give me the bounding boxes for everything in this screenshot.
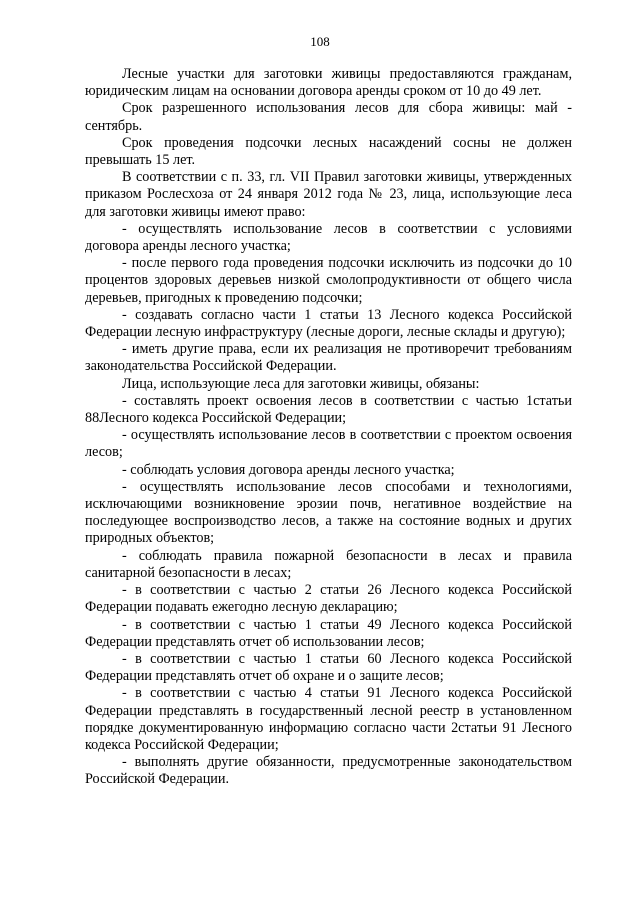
list-item-right: - после первого года проведения подсочки исключить из подсочки до 10 процентов здоровых деревьев низкой смолопродуктивности от общего числа деревьев, пригодных к проведению подсочки; <box>85 255 572 306</box>
document-body <box>85 66 572 789</box>
paragraph-lease-terms: Лесные участки для заготовки живицы предоставляются гражданам, юридическим лицам на основании договора аренды сроком от 10 до 49 лет. <box>85 66 572 100</box>
page-number: 108 <box>310 34 330 49</box>
paragraph-tapping-duration: Срок проведения подсочки лесных насаждений сосны не должен превышать 15 лет. <box>85 134 572 169</box>
list-item-right: - осуществлять использование лесов в соответствии с условиями договора аренды лесного участка; <box>85 220 572 255</box>
list-item-obligation: - выполнять другие обязанности, предусмотренные законодательством Российской Федерации. <box>85 754 572 788</box>
list-item-obligation: - соблюдать условия договора аренды лесного участка; <box>122 461 455 478</box>
list-item-right: - создавать согласно части 1 статьи 13 Лесного кодекса Российской Федерации лесную инфраструктуру (лесные дороги, лесные склады и другую); <box>85 306 572 341</box>
list-item-obligation: - осуществлять использование лесов способами и технологиями, исключающими возникновение эрозии почв, негативное воздействие на последующее воспроизводство лесов, а также на состояние водных и других природных объектов; <box>85 478 572 547</box>
list-item-obligation: - в соответствии с частью 1 статьи 49 Лесного кодекса Российской Федерации представлять отчет об использовании лесов; <box>85 616 572 650</box>
list-item-obligation: - в соответствии с частью 2 статьи 26 Лесного кодекса Российской Федерации подавать ежегодно лесную декларацию; <box>85 582 572 616</box>
paragraph-usage-period: Срок разрешенного использования лесов для сбора живицы: май - сентябрь. <box>85 100 572 134</box>
list-item-obligation: - в соответствии с частью 1 статьи 60 Лесного кодекса Российской Федерации представлять отчет об охране и о защите лесов; <box>85 650 572 685</box>
list-item-obligation: - составлять проект освоения лесов в соответствии с частью 1статьи 88Лесного кодекса Российской Федерации; <box>85 392 572 427</box>
list-item-obligation: - осуществлять использование лесов в соответствии с проектом освоения лесов; <box>85 427 572 461</box>
paragraph-rights-intro: В соответствии с п. 33, гл. VII Правил заготовки живицы, утвержденных приказом Рослесхоза от 24 января 2012 года № 23, лица, использующие леса для заготовки живицы имеют право: <box>85 169 572 220</box>
list-item-obligation: - в соответствии с частью 4 статьи 91 Лесного кодекса Российской Федерации представлять в государственный лесной реестр в установленном порядке документированную информацию согласно части 2статьи 91 Лесного кодекса Российской Федерации; <box>85 685 572 753</box>
list-item-right: - иметь другие права, если их реализация не противоречит требованиям законодательства Российской Федерации. <box>85 341 572 375</box>
list-item-obligation: - соблюдать правила пожарной безопасности в лесах и правила санитарной безопасности в лесах; <box>85 547 572 581</box>
paragraph-obligations-intro: Лица, использующие леса для заготовки живицы, обязаны: <box>122 375 480 392</box>
